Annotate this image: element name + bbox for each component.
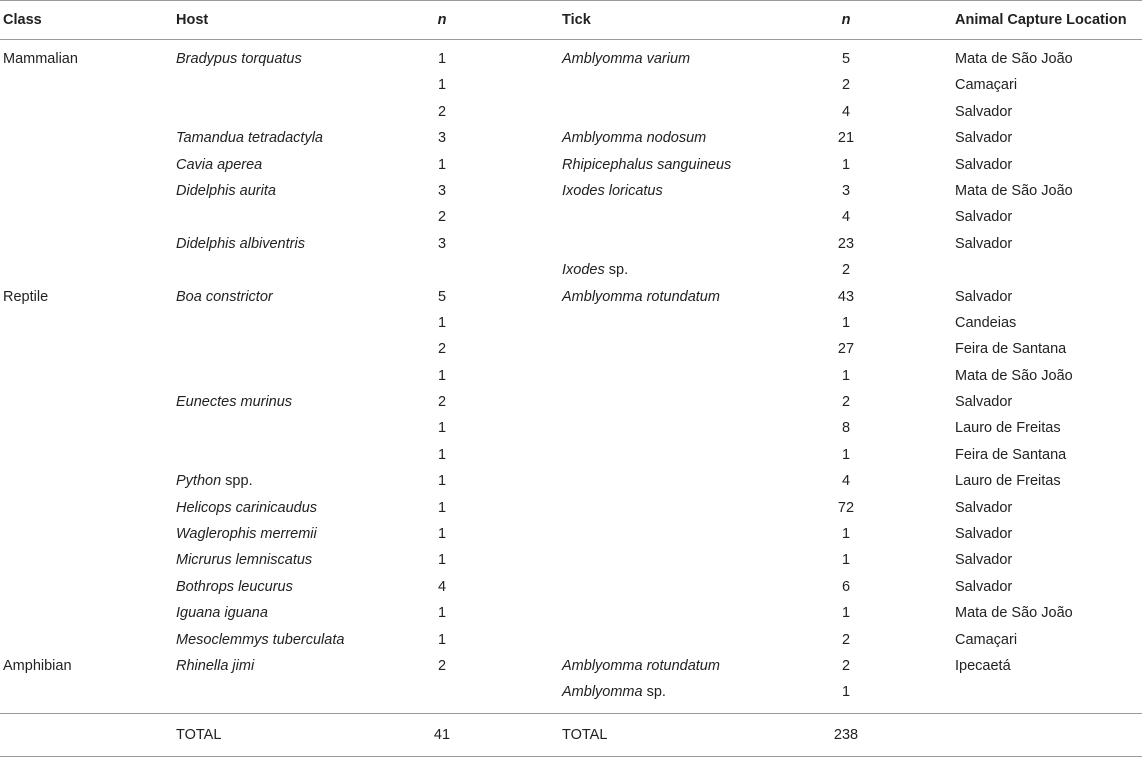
table-row: [0, 99, 1142, 125]
tick-species-name: Ixodes loricatus: [562, 182, 663, 199]
class-cell: Mammalian: [3, 51, 78, 67]
host-cell: [176, 389, 292, 415]
header-host-count: n: [437, 12, 447, 28]
tick-species-name: Rhipicephalus sanguineus: [562, 156, 732, 173]
tick-species-name: Amblyomma: [562, 684, 643, 701]
tick-count-cell: 4: [841, 473, 851, 490]
total-tick-count: 238: [833, 726, 859, 743]
tick-count-cell: 8: [841, 420, 851, 437]
location-cell: Camaçari: [955, 77, 1018, 94]
tick-count-cell: 2: [841, 631, 851, 648]
table-row: [0, 284, 1142, 310]
header-tick: Tick: [562, 12, 591, 28]
table-row: [0, 336, 1142, 362]
tick-count-cell: 1: [841, 552, 851, 569]
header-class: Class: [3, 12, 42, 28]
table-row: [0, 627, 1142, 653]
host-count-cell: 1: [437, 367, 447, 384]
host-count-cell: 1: [437, 77, 447, 94]
total-host-label: TOTAL: [176, 726, 222, 743]
class-cell: Amphibian: [3, 657, 72, 674]
table-row: [0, 257, 1142, 283]
host-count-cell: 1: [437, 156, 447, 173]
host-count-cell: 1: [437, 605, 447, 622]
table-row: [0, 363, 1142, 389]
host-cell: [176, 46, 302, 72]
tick-count-cell: 2: [841, 394, 851, 411]
host-species-name: Python: [176, 473, 222, 490]
host-species-name: Micrurus lemniscatus: [176, 552, 313, 569]
location-cell: Salvador: [955, 552, 1013, 569]
location-cell: Feira de Santana: [955, 446, 1067, 463]
host-count-cell: 1: [437, 499, 447, 516]
host-cell: [176, 178, 276, 204]
tick-cell: [562, 178, 663, 204]
table-row: [0, 653, 1142, 679]
host-count-cell: 3: [437, 235, 447, 252]
location-cell: Mata de São João: [955, 51, 1073, 67]
bottom-rule: [0, 756, 1142, 757]
host-cell: [176, 547, 312, 573]
tick-count-cell: 23: [837, 235, 855, 252]
host-cell: [176, 468, 253, 494]
tick-species-name: Amblyomma nodosum: [562, 130, 707, 147]
tick-count-cell: 1: [841, 446, 851, 463]
location-cell: Lauro de Freitas: [955, 420, 1061, 437]
tick-species-suffix: sp.: [642, 684, 666, 701]
location-cell: Salvador: [955, 288, 1013, 305]
host-species-name: Helicops carinicaudus: [176, 499, 318, 516]
header-location: Animal Capture Location: [955, 12, 1127, 28]
header-host: Host: [176, 12, 209, 28]
host-cell: [176, 125, 323, 151]
tick-species-name: Ixodes: [562, 262, 605, 279]
host-count-cell: 2: [437, 103, 447, 120]
table-row: [0, 389, 1142, 415]
table-row: [0, 72, 1142, 98]
tick-species-name: Amblyomma rotundatum: [562, 657, 720, 674]
location-cell: Salvador: [955, 235, 1013, 252]
host-species-name: Eunectes murinus: [176, 394, 293, 411]
table-row: [0, 152, 1142, 178]
table-row: [0, 46, 1142, 72]
host-species-name: Tamandua tetradactyla: [176, 130, 323, 147]
host-count-cell: 5: [437, 288, 447, 305]
host-cell: [176, 152, 262, 178]
location-cell: Salvador: [955, 103, 1013, 120]
tick-count-cell: 4: [841, 103, 851, 120]
tick-count-cell: 43: [837, 288, 855, 305]
host-cell: [176, 574, 293, 600]
tick-count-cell: 2: [841, 657, 851, 674]
location-cell: Mata de São João: [955, 605, 1073, 622]
host-count-cell: 2: [437, 394, 447, 411]
location-cell: Salvador: [955, 394, 1013, 411]
table-row: [0, 679, 1142, 705]
host-count-cell: 2: [437, 657, 447, 674]
tick-count-cell: 1: [841, 684, 851, 701]
location-cell: Salvador: [955, 499, 1013, 516]
tick-species-name: Amblyomma varium: [562, 51, 691, 67]
tick-species-suffix: sp.: [604, 262, 629, 279]
host-count-cell: 1: [437, 631, 447, 648]
host-species-name: Rhinella jimi: [176, 657, 255, 674]
host-cell: [176, 627, 344, 653]
table-row: [0, 521, 1142, 547]
total-tick-label: TOTAL: [562, 726, 608, 743]
location-cell: Feira de Santana: [955, 341, 1067, 358]
host-species-suffix: spp.: [221, 473, 253, 490]
host-count-cell: 3: [437, 182, 447, 199]
tick-count-cell: 1: [841, 526, 851, 543]
location-cell: Salvador: [955, 130, 1013, 147]
tick-count-cell: 21: [837, 130, 855, 147]
tick-cell: [562, 679, 666, 705]
host-count-cell: 1: [437, 314, 447, 331]
tick-count-cell: 27: [837, 341, 855, 358]
host-count-cell: 1: [437, 446, 447, 463]
host-count-cell: 1: [437, 473, 447, 490]
table-row: [0, 547, 1142, 573]
host-count-cell: 3: [437, 130, 447, 147]
host-cell: [176, 495, 317, 521]
host-cell: [176, 653, 254, 679]
host-count-cell: 1: [437, 51, 447, 67]
location-cell: Camaçari: [955, 631, 1018, 648]
table-row: [0, 468, 1142, 494]
header-tick-count: n: [841, 12, 851, 28]
tick-count-cell: 4: [841, 209, 851, 226]
location-cell: Mata de São João: [955, 182, 1073, 199]
tick-count-cell: 5: [841, 51, 851, 67]
location-cell: Lauro de Freitas: [955, 473, 1061, 490]
tick-count-cell: 6: [841, 578, 851, 595]
host-species-name: Boa constrictor: [176, 288, 273, 305]
tick-count-cell: 72: [837, 499, 855, 516]
host-species-name: Bradypus torquatus: [176, 51, 302, 67]
location-cell: Salvador: [955, 526, 1013, 543]
tick-count-cell: 1: [841, 605, 851, 622]
table-row: [0, 178, 1142, 204]
host-species-name: Mesoclemmys tuberculata: [176, 631, 345, 648]
host-count-cell: 2: [437, 341, 447, 358]
host-species-name: Waglerophis merremii: [176, 526, 317, 543]
total-host-count: 41: [433, 726, 451, 743]
location-cell: Candeias: [955, 314, 1017, 331]
table-row: [0, 204, 1142, 230]
total-row: [0, 714, 1142, 756]
tick-count-cell: 2: [841, 77, 851, 94]
tick-count-cell: 1: [841, 156, 851, 173]
table-row: [0, 442, 1142, 468]
table-body: [0, 46, 1142, 706]
tick-cell: [562, 125, 706, 151]
host-cell: [176, 284, 273, 310]
host-species-name: Didelphis albiventris: [176, 235, 305, 252]
tick-cell: [562, 152, 731, 178]
tick-cell: [562, 257, 628, 283]
location-cell: Salvador: [955, 156, 1013, 173]
host-species-name: Didelphis aurita: [176, 182, 276, 199]
table-row: [0, 231, 1142, 257]
host-cell: [176, 600, 268, 626]
host-count-cell: 1: [437, 526, 447, 543]
tick-species-name: Amblyomma rotundatum: [562, 288, 720, 305]
table-row: [0, 574, 1142, 600]
table-row: [0, 415, 1142, 441]
location-cell: Ipecaetá: [955, 657, 1011, 674]
host-species-name: Cavia aperea: [176, 156, 263, 173]
tick-count-cell: 3: [841, 182, 851, 199]
host-cell: [176, 231, 305, 257]
host-count-cell: 1: [437, 552, 447, 569]
tick-count-cell: 2: [841, 262, 851, 279]
header-row: [0, 1, 1142, 39]
host-count-cell: 2: [437, 209, 447, 226]
tick-count-cell: 1: [841, 367, 851, 384]
table-row: [0, 310, 1142, 336]
class-cell: Reptile: [3, 288, 49, 305]
host-species-name: Iguana iguana: [176, 605, 268, 622]
table-row: [0, 125, 1142, 151]
host-cell: [176, 521, 317, 547]
tick-cell: [562, 653, 720, 679]
location-cell: Salvador: [955, 209, 1013, 226]
location-cell: Mata de São João: [955, 367, 1073, 384]
host-species-name: Bothrops leucurus: [176, 578, 293, 595]
host-count-cell: 4: [437, 578, 447, 595]
table-row: [0, 495, 1142, 521]
tick-cell: [562, 46, 690, 72]
location-cell: Salvador: [955, 578, 1013, 595]
host-count-cell: 1: [437, 420, 447, 437]
tick-count-cell: 1: [841, 314, 851, 331]
tick-cell: [562, 284, 720, 310]
table-row: [0, 600, 1142, 626]
